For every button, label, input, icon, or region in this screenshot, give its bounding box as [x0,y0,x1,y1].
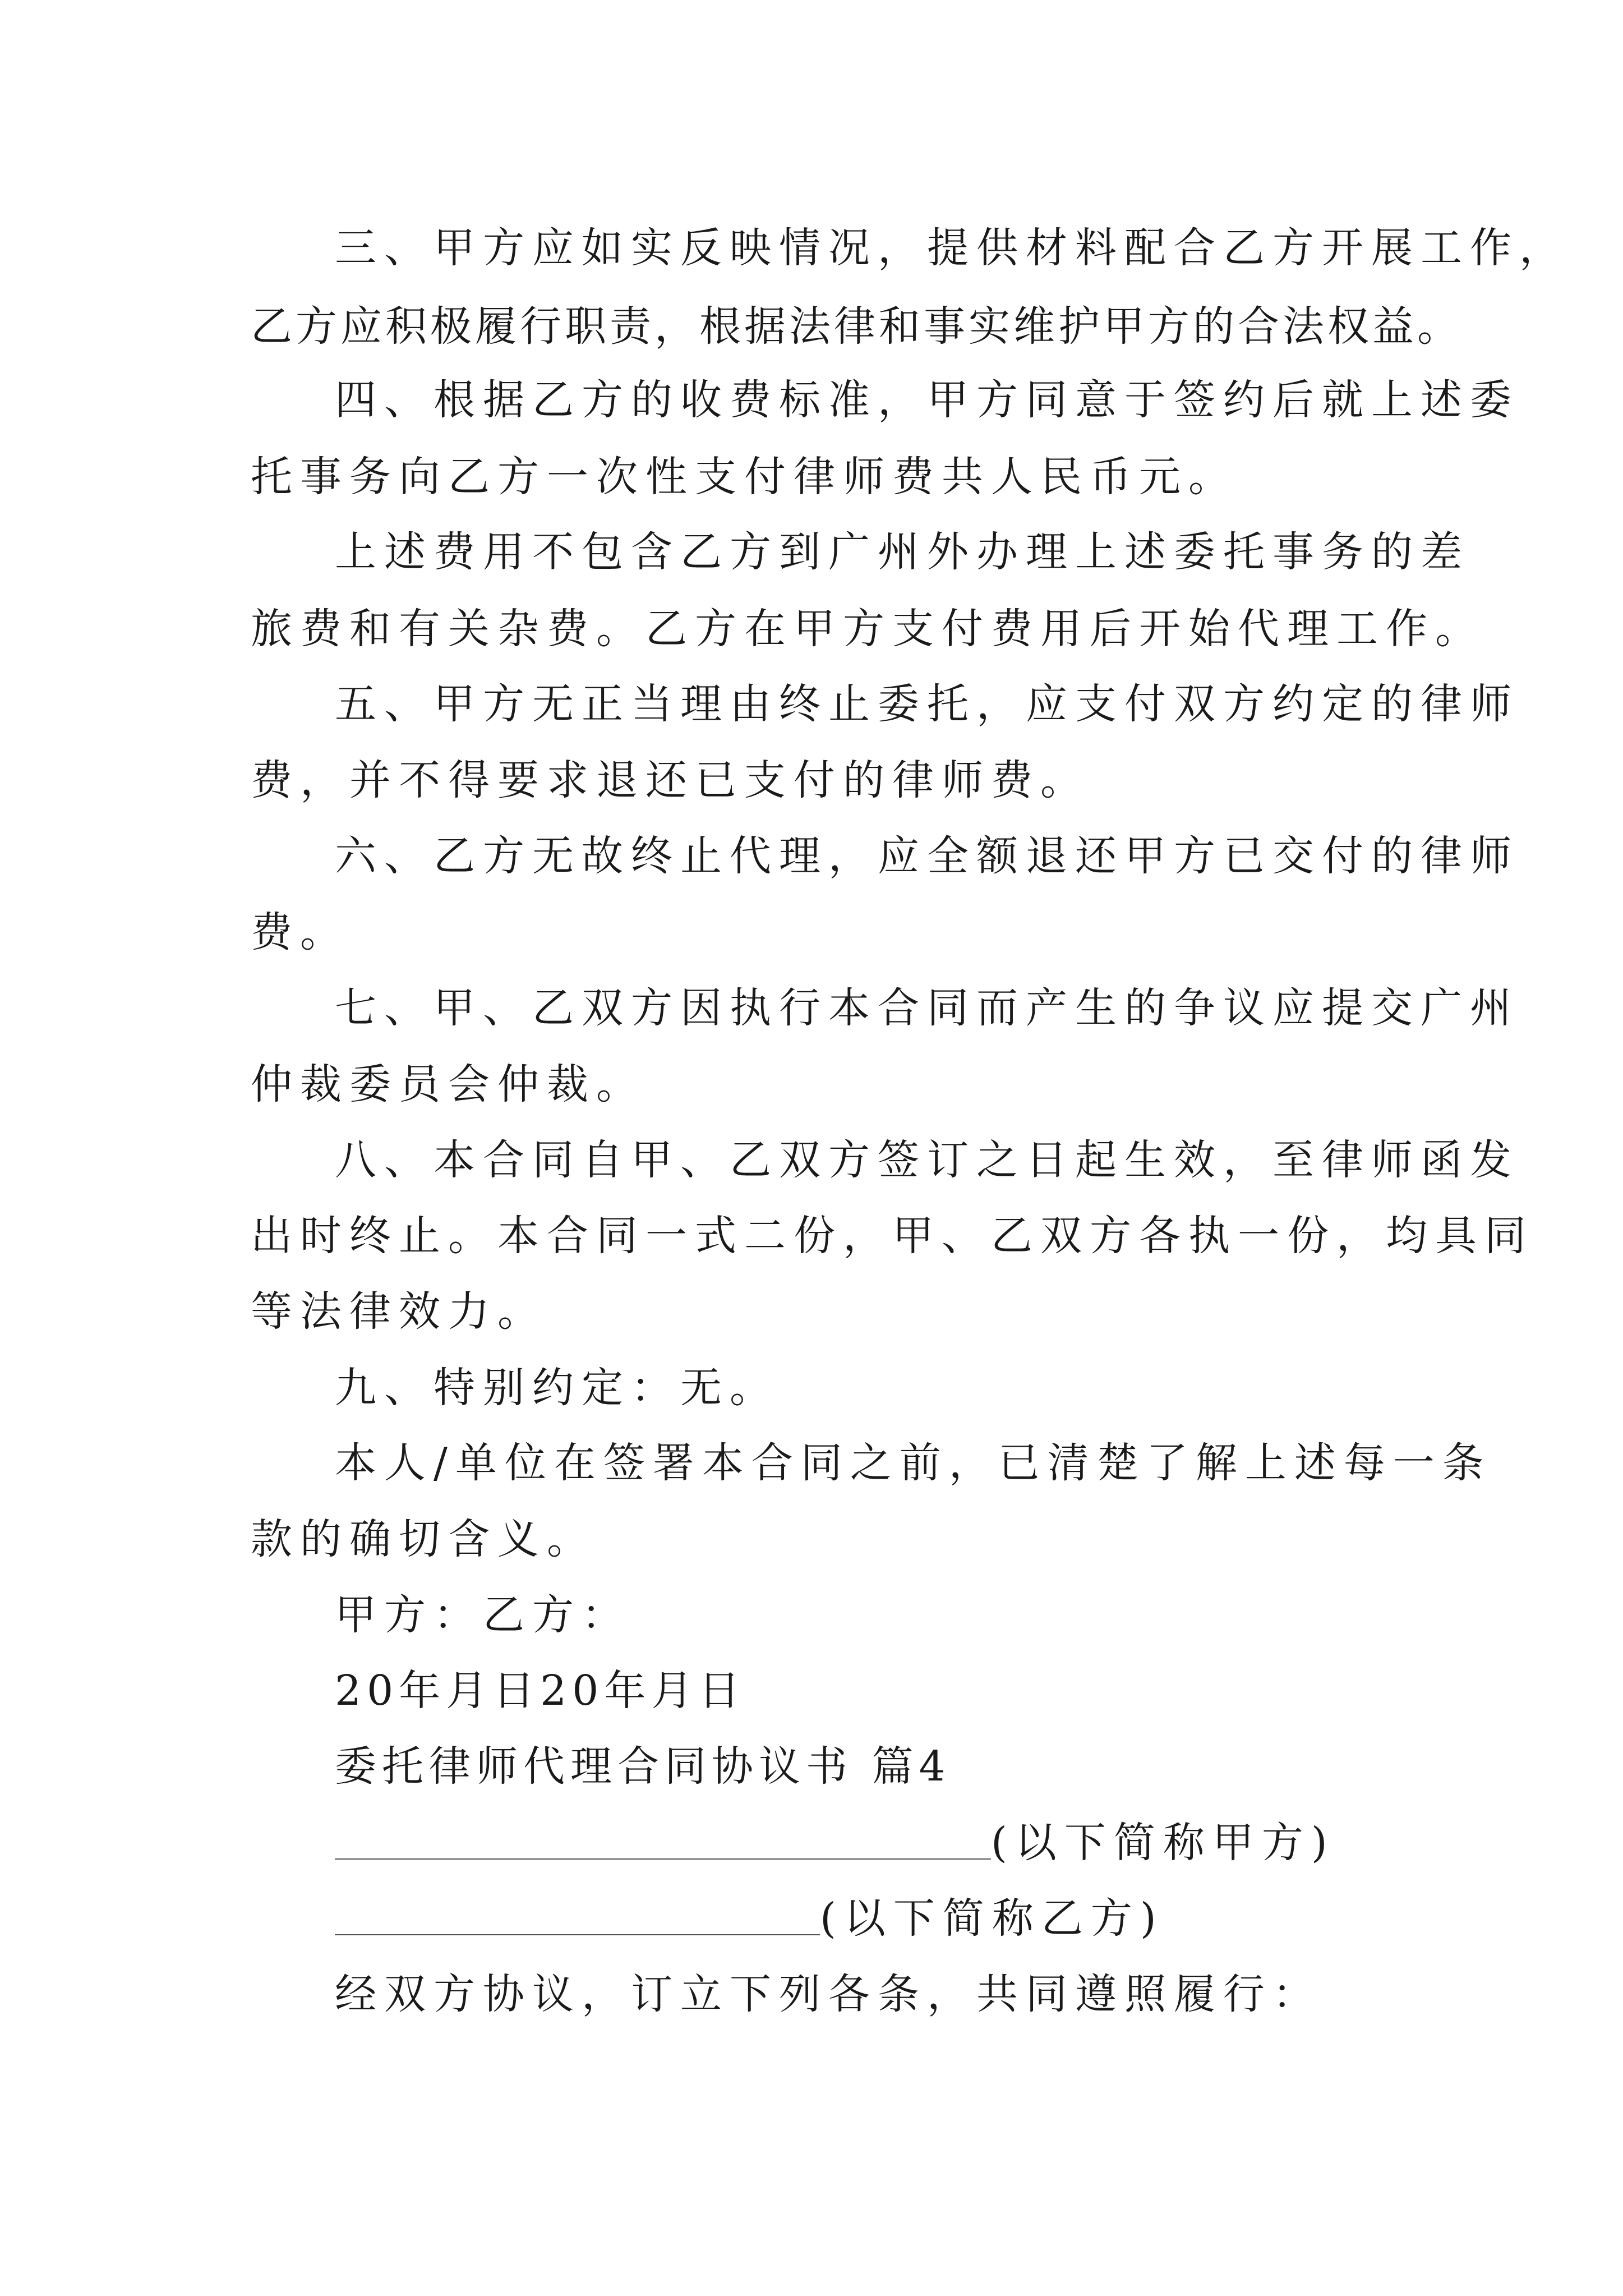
fee-note-line-1: 上述费用不包含乙方到广州外办理上述委托事务的差 [335,528,1470,576]
clause-7-line-2: 仲裁委员会仲裁。 [251,1060,645,1108]
clause-5-line-1: 五、甲方无正当理由终止委托，应支付双方约定的律师 [335,680,1519,728]
party-a-blank [335,1815,991,1860]
party-b-line [335,1890,1164,1947]
acknowledgement-line-2: 款的确切含义。 [251,1515,596,1563]
clause-5-line-2: 费，并不得要求退还已支付的律师费。 [251,756,1090,804]
clause-9: 九、特别约定：无。 [335,1364,779,1412]
clause-7-line-1: 七、甲、乙双方因执行本合同而产生的争议应提交广州 [335,984,1519,1032]
clause-8-line-2: 出时终止。本合同一式二份，甲、乙双方各执一份，均具同 [251,1212,1534,1260]
clause-3-line-2: 乙方应积极履行职责，根据法律和事实维护甲方的合法权益。 [251,302,1462,351]
clause-4-line-2: 托事务向乙方一次性支付律师费共人民币元。 [251,453,1238,501]
party-b-blank [335,1890,820,1935]
section-title: 委托律师代理合同协议书 篇4 [335,1742,951,1791]
clause-8-line-1: 八、本合同自甲、乙双方签订之日起生效，至律师函发 [335,1136,1519,1184]
clause-8-line-3: 等法律效力。 [251,1287,547,1336]
clause-6-line-2: 费。 [251,908,349,956]
clause-4-line-1: 四、根据乙方的收费标准，甲方同意于签约后就上述委 [335,376,1519,424]
party-a-suffix: (以下简称甲方) [991,1819,1335,1867]
agreement-intro: 经双方协议，订立下列各条，共同遵照履行： [335,1970,1322,2018]
clause-3-line-1: 三、甲方应如实反映情况，提供材料配合乙方开展工作， [335,224,1569,272]
party-a-line [335,1815,1335,1871]
clause-6-line-1: 六、乙方无故终止代理，应全额退还甲方已交付的律师 [335,832,1519,880]
parties-signature-line: 甲方：乙方： [335,1591,631,1639]
dates-line: 20年月日20年月日 [335,1667,746,1715]
acknowledgement-line-1: 本人/单位在签署本合同之前，已清楚了解上述每一条 [335,1439,1492,1487]
fee-note-line-2: 旅费和有关杂费。乙方在甲方支付费用后开始代理工作。 [251,605,1484,653]
party-b-suffix: (以下简称乙方) [820,1894,1164,1943]
